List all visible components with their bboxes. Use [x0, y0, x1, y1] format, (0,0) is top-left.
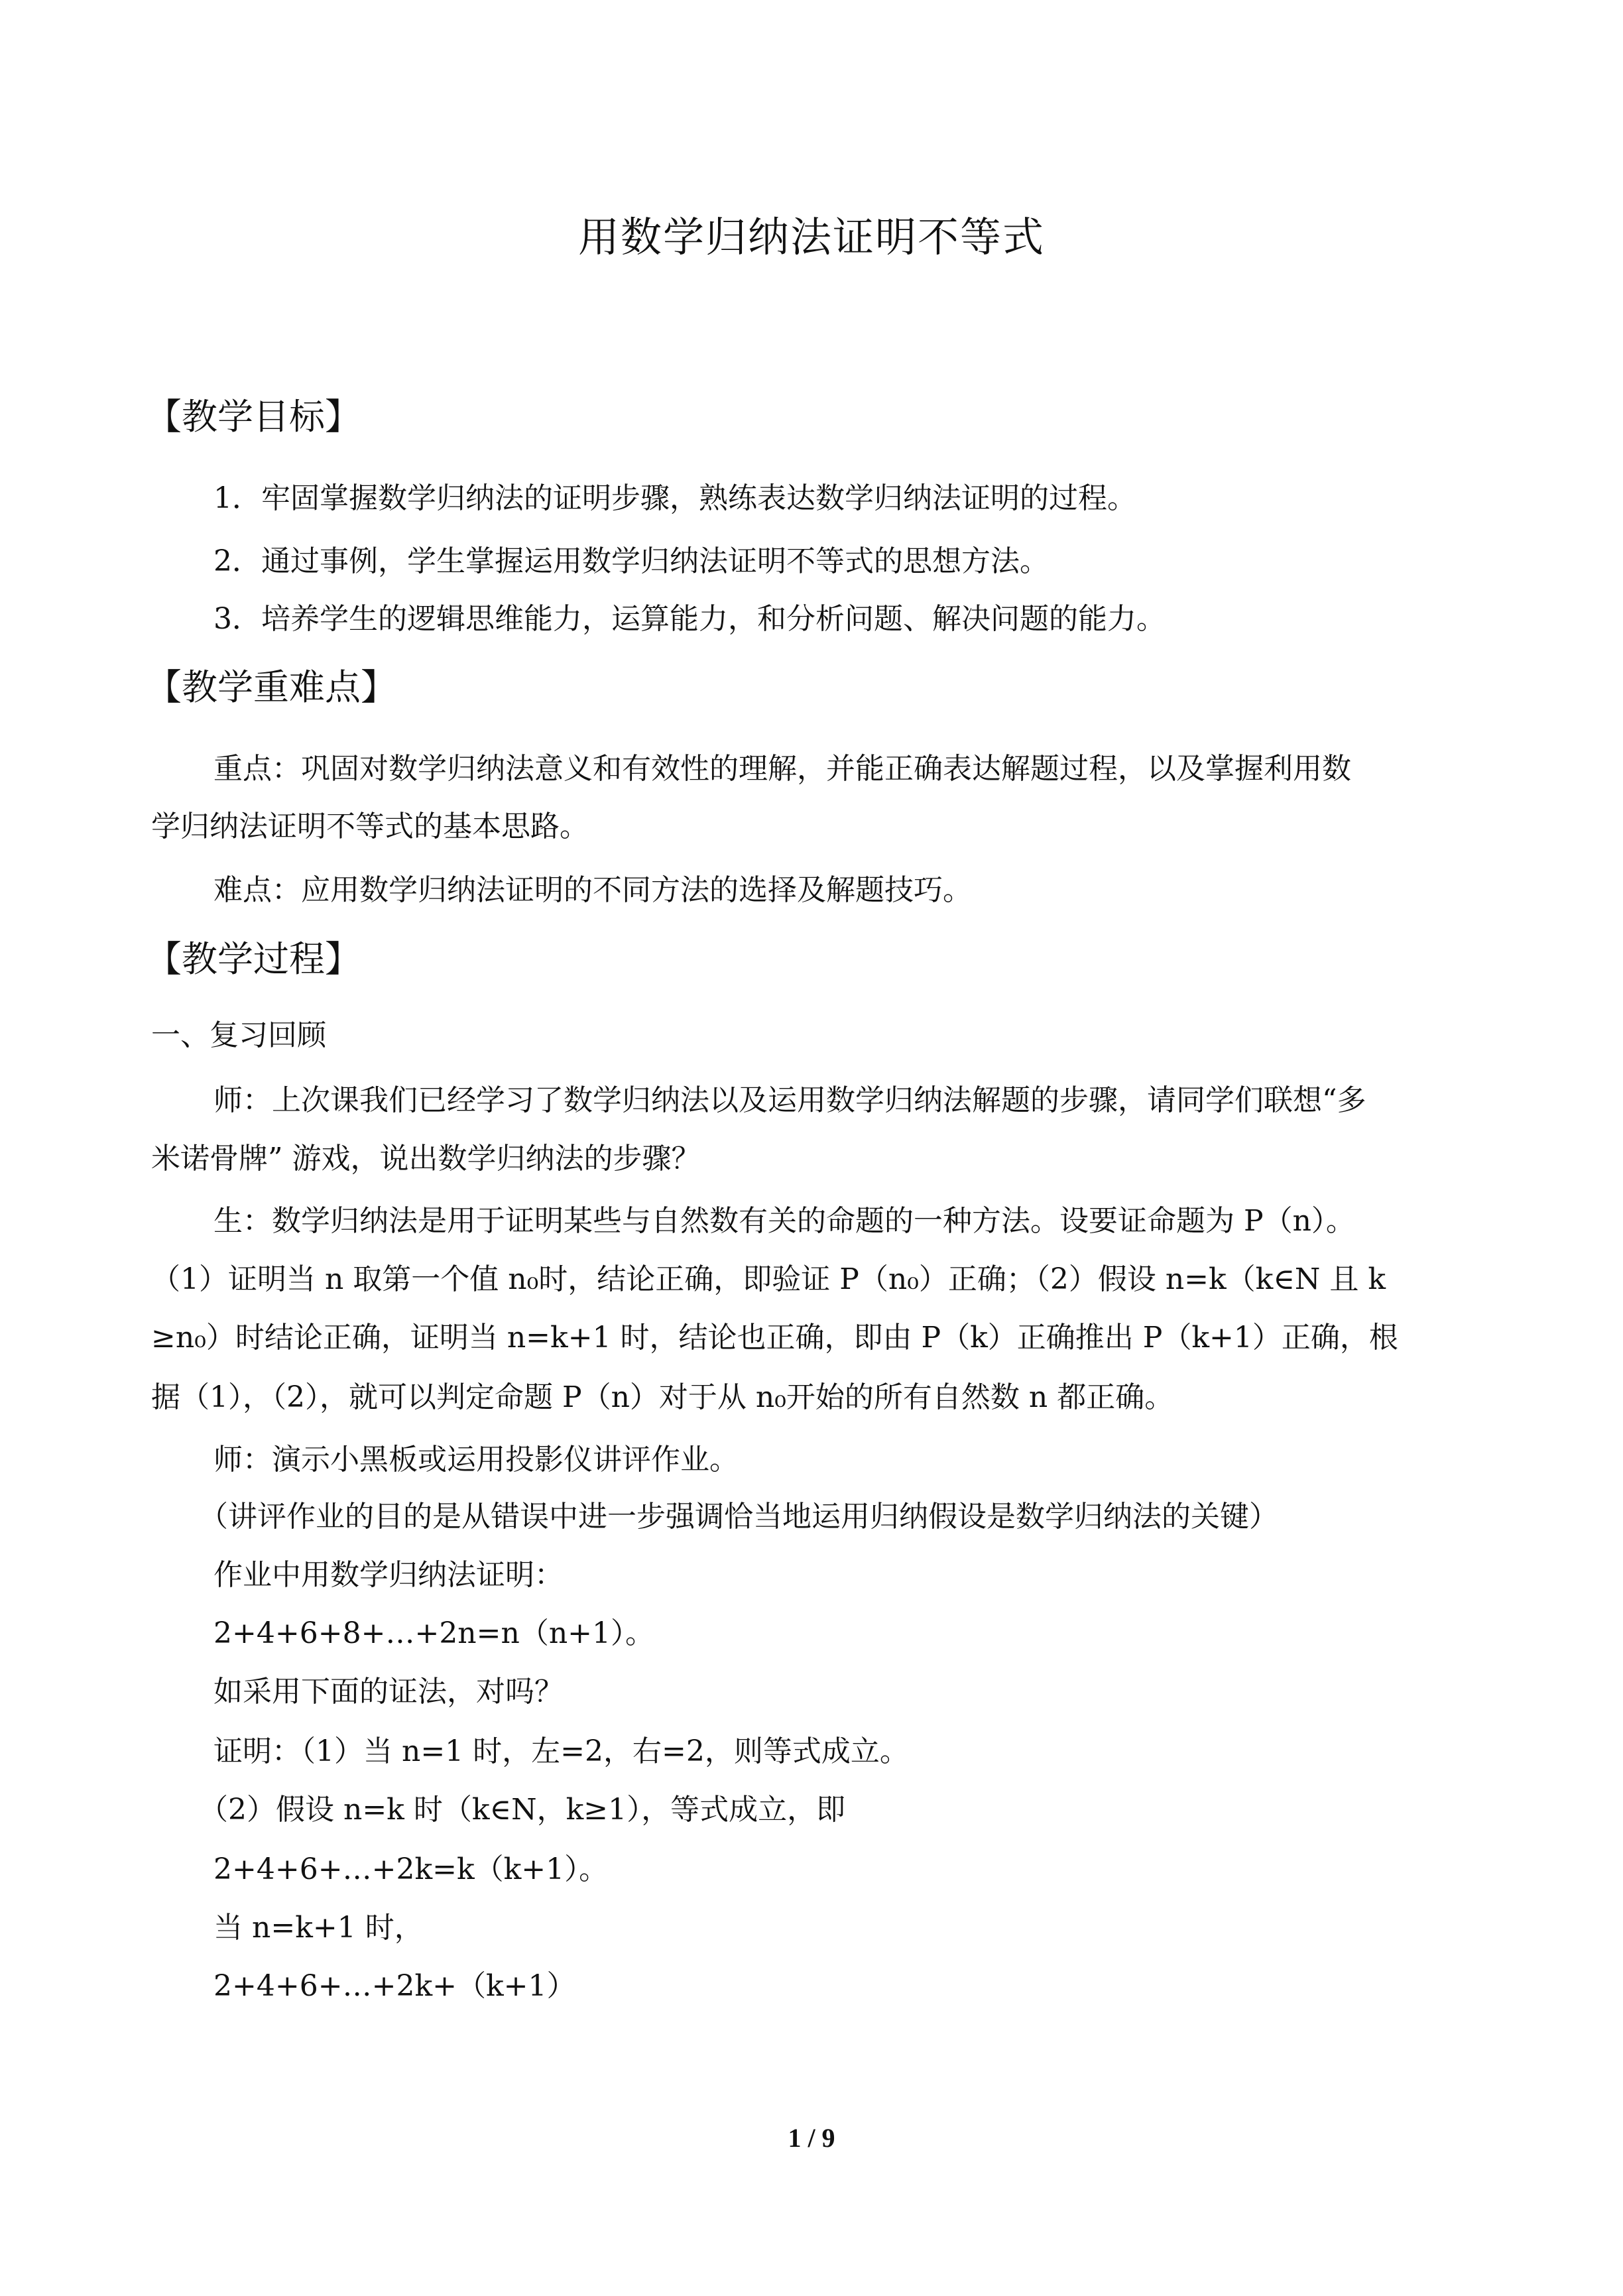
section-heading-key-points: 【教学重难点】 [146, 666, 396, 708]
subsection-review: 一、复习回顾 [151, 1018, 326, 1052]
proof-formula-1: 2+4+6+…+2k=k（k+1）。 [213, 1852, 609, 1886]
page-title: 用数学归纳法证明不等式 [577, 213, 1045, 261]
proof-formula-2: 2+4+6+…+2k+（k+1） [213, 1969, 576, 2003]
homework-intro: 作业中用数学归纳法证明： [213, 1558, 564, 1592]
proof-step-2: （2）假设 n=k 时（k∈N，k≥1），等式成立，即 [199, 1793, 846, 1827]
student-line-3: ≥n₀）时结论正确，证明当 n=k+1 时，结论也正确，即由 P（k）正确推出 P（k+1）正确，根 [151, 1321, 1398, 1355]
goal-item-1: 1．牢固掌握数学归纳法的证明步骤，熟练表达数学归纳法证明的过程。 [213, 481, 1136, 515]
proof-step-1: 证明：（1）当 n=1 时，左=2，右=2，则等式成立。 [213, 1734, 909, 1768]
proof-question: 如采用下面的证法，对吗？ [213, 1675, 564, 1709]
teacher-line-3: 师：演示小黑板或运用投影仪讲评作业。 [213, 1443, 739, 1477]
page-number: 1 / 9 [788, 2123, 835, 2153]
teacher-line-1: 师：上次课我们已经学习了数学归纳法以及运用数学归纳法解题的步骤，请同学们联想“多 [213, 1083, 1366, 1117]
proof-step-3: 当 n=k+1 时， [213, 1911, 424, 1945]
goal-item-2: 2．通过事例，学生掌握运用数学归纳法证明不等式的思想方法。 [213, 544, 1049, 578]
difficulty-line: 难点：应用数学归纳法证明的不同方法的选择及解题技巧。 [213, 873, 972, 907]
student-line-2: （1）证明当 n 取第一个值 n₀时，结论正确，即验证 P（n₀）正确；（2）假设 n=k（k∈N 且 k [151, 1262, 1386, 1296]
homework-formula: 2+4+6+8+…+2n=n（n+1）。 [213, 1616, 655, 1650]
goal-item-3: 3．培养学生的逻辑思维能力，运算能力，和分析问题、解决问题的能力。 [213, 602, 1166, 636]
student-line-4: 据（1），（2），就可以判定命题 P（n）对于从 n₀开始的所有自然数 n 都正确。 [151, 1380, 1174, 1414]
student-line-1: 生：数学归纳法是用于证明某些与自然数有关的命题的一种方法。设要证命题为 P（n）。 [213, 1204, 1355, 1238]
section-heading-goals: 【教学目标】 [146, 396, 361, 438]
key-point-line-1: 重点：巩固对数学归纳法意义和有效性的理解，并能正确表达解题过程，以及掌握利用数 [213, 752, 1351, 786]
review-note: （讲评作业的目的是从错误中进一步强调恰当地运用归纳假设是数学归纳法的关键） [199, 1500, 1278, 1534]
section-heading-process: 【教学过程】 [146, 938, 361, 980]
key-point-line-2: 学归纳法证明不等式的基本思路。 [151, 810, 589, 843]
teacher-line-2: 米诺骨牌” 游戏，说出数学归纳法的步骤？ [151, 1142, 701, 1176]
